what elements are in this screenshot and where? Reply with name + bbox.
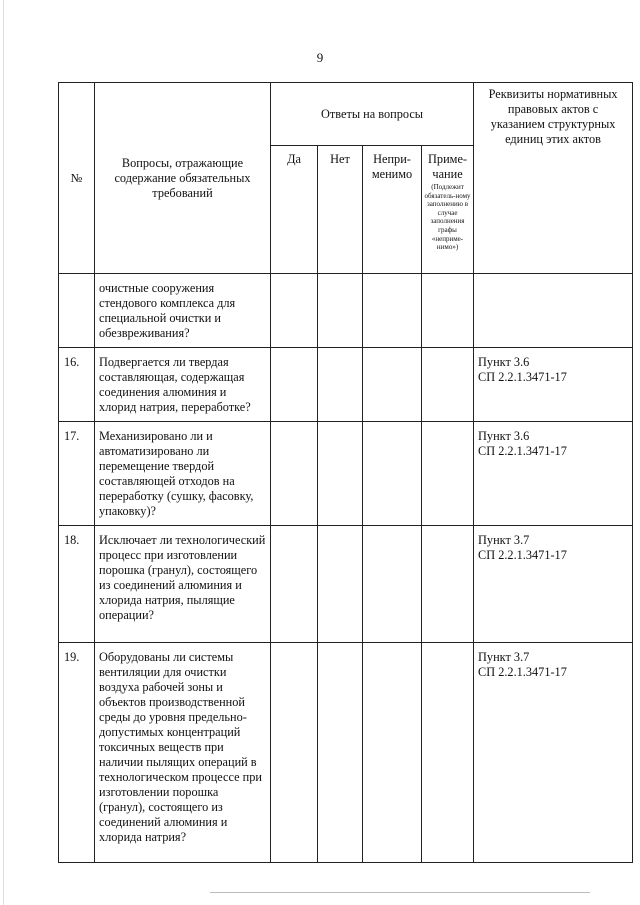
answer-note-cell[interactable] bbox=[422, 274, 474, 348]
answer-no-cell[interactable] bbox=[318, 422, 363, 526]
row-question: Механизировано ли и автоматизировано ли перемещение твердой составляющей отходов на переработку (сушку, фасовку, упаковку)? bbox=[95, 422, 271, 526]
reference-item: Пункт 3.7 bbox=[478, 533, 530, 547]
reference-item: Пункт 3.6 bbox=[478, 355, 530, 369]
row-reference bbox=[474, 274, 633, 348]
header-note bbox=[422, 146, 474, 274]
row-question: очистные сооружения стендового комплекса для специальной очистки и обезвреживания? bbox=[95, 274, 271, 348]
header-note-title: Приме-чание bbox=[428, 152, 467, 181]
answer-yes-cell[interactable] bbox=[271, 422, 318, 526]
reference-item: Пункт 3.6 bbox=[478, 429, 530, 443]
answer-not-applicable-cell[interactable] bbox=[363, 274, 422, 348]
answer-note-cell[interactable] bbox=[422, 643, 474, 863]
row-question: Подвергается ли твердая составляющая, содержащая соединения алюминия и хлорид натрия, переработке? bbox=[95, 348, 271, 422]
table-row bbox=[59, 526, 633, 643]
page-edge-line bbox=[3, 0, 4, 905]
header-num: № bbox=[59, 83, 95, 274]
row-question: Оборудованы ли системы вентиляции для очистки воздуха рабочей зоны и объектов производственной среды до уровня предельно-допустимых концентраций токсичных веществ при наличии пылящих операций в технологическом процессе при изготовлении порошка (гранул), состоящего из соединений алюминия и хлорида натрия? bbox=[95, 643, 271, 863]
reference-act: СП 2.2.1.3471-17 bbox=[478, 444, 567, 458]
row-number: 19. bbox=[59, 643, 95, 863]
row-number: 17. bbox=[59, 422, 95, 526]
row-number bbox=[59, 274, 95, 348]
header-no: Нет bbox=[318, 146, 363, 274]
checklist-table bbox=[58, 82, 633, 863]
row-number: 16. bbox=[59, 348, 95, 422]
answer-not-applicable-cell[interactable] bbox=[363, 348, 422, 422]
answer-note-cell[interactable] bbox=[422, 526, 474, 643]
page-bottom-line bbox=[210, 892, 590, 893]
reference-act: СП 2.2.1.3471-17 bbox=[478, 548, 567, 562]
header-note-sub: (Подлежит обязатель-ному заполнению в случае заполнения графы «неприме-нимо») bbox=[424, 183, 471, 252]
answer-not-applicable-cell[interactable] bbox=[363, 526, 422, 643]
table-row bbox=[59, 422, 633, 526]
reference-act: СП 2.2.1.3471-17 bbox=[478, 370, 567, 384]
answer-no-cell[interactable] bbox=[318, 274, 363, 348]
header-requisites: Реквизиты нормативных правовых актов с указанием структурных единиц этих актов bbox=[474, 83, 633, 274]
page-number: 9 bbox=[316, 50, 324, 65]
table-row bbox=[59, 348, 633, 422]
table-row bbox=[59, 274, 633, 348]
answer-note-cell[interactable] bbox=[422, 348, 474, 422]
answer-yes-cell[interactable] bbox=[271, 643, 318, 863]
header-row-top bbox=[59, 83, 633, 146]
reference-act: СП 2.2.1.3471-17 bbox=[478, 665, 567, 679]
answer-yes-cell[interactable] bbox=[271, 274, 318, 348]
table-row bbox=[59, 643, 633, 863]
reference-item: Пункт 3.7 bbox=[478, 650, 530, 664]
answer-yes-cell[interactable] bbox=[271, 526, 318, 643]
row-reference bbox=[474, 526, 633, 643]
header-yes: Да bbox=[271, 146, 318, 274]
answer-no-cell[interactable] bbox=[318, 643, 363, 863]
header-not-applicable: Непри-менимо bbox=[363, 146, 422, 274]
answer-note-cell[interactable] bbox=[422, 422, 474, 526]
answer-not-applicable-cell[interactable] bbox=[363, 643, 422, 863]
answer-no-cell[interactable] bbox=[318, 348, 363, 422]
row-question: Исключает ли технологический процесс при изготовлении порошка (гранул), состоящего из соединений алюминия и хлорида натрия, пылящие операции? bbox=[95, 526, 271, 643]
row-reference bbox=[474, 422, 633, 526]
answer-not-applicable-cell[interactable] bbox=[363, 422, 422, 526]
header-answers: Ответы на вопросы bbox=[271, 83, 474, 146]
header-question: Вопросы, отражающие содержание обязательных требований bbox=[95, 83, 271, 274]
answer-no-cell[interactable] bbox=[318, 526, 363, 643]
row-reference bbox=[474, 348, 633, 422]
row-number: 18. bbox=[59, 526, 95, 643]
answer-yes-cell[interactable] bbox=[271, 348, 318, 422]
row-reference bbox=[474, 643, 633, 863]
